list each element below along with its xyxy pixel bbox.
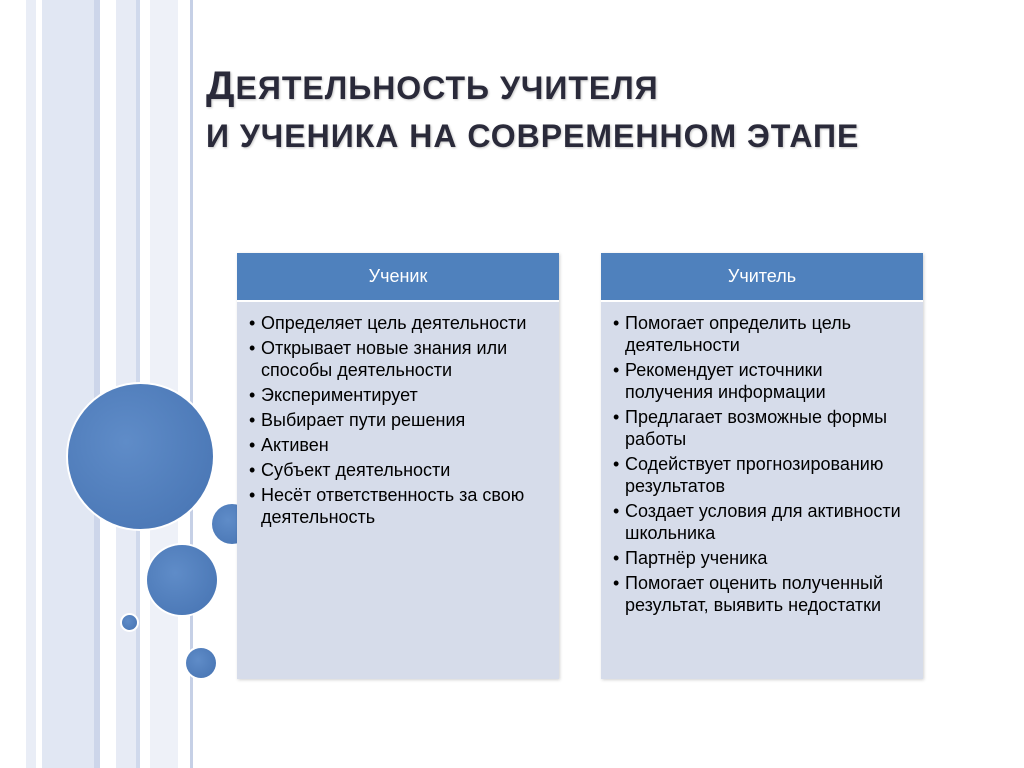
list-item: • Открывает новые знания или способы деятельности [247,337,549,381]
decor-stripe [42,0,94,768]
slide-title [206,62,859,160]
list-item: • Создает условия для активности школьника [611,500,913,544]
decor-stripe [26,0,36,768]
panel-student [237,253,559,679]
list-item: • Помогает определить цель деятельности [611,312,913,356]
bullet-list [247,312,549,528]
list-item: • Несёт ответственность за свою деятельность [247,484,549,528]
list-item: • Определяет цель деятельности [247,312,549,334]
list-item: • Содействует прогнозированию результатов [611,453,913,497]
decor-circle-small [186,648,216,678]
panel-teacher [601,253,923,679]
title-line-1-rest: ЕЯТЕЛЬНОСТЬ УЧИТЕЛЯ [235,70,659,106]
list-item: • Помогает оценить полученный результат, выявить недостатки [611,572,913,616]
decor-circle-tiny [122,615,137,630]
list-item: • Партнёр ученика [611,547,913,569]
decor-stripe [100,0,116,768]
list-item: • Выбирает пути решения [247,409,549,431]
decor-circle-large [68,384,213,529]
panel-body [237,300,559,679]
list-item: • Экспериментирует [247,384,549,406]
title-initial: Д [206,64,236,108]
bullet-list [611,312,913,616]
panel-body [601,300,923,679]
title-line-1 [206,62,859,112]
decor-stripe [150,0,178,768]
panel-header: Учитель [601,253,923,300]
title-line-2: И УЧЕНИКА НА СОВРЕМЕННОМ ЭТАПЕ [206,118,860,154]
panel-header: Ученик [237,253,559,300]
decor-stripe [0,0,26,768]
list-item: • Рекомендует источники получения информации [611,359,913,403]
list-item: • Активен [247,434,549,456]
decor-circle-medium [147,545,217,615]
list-item: • Предлагает возможные формы работы [611,406,913,450]
list-item: • Субъект деятельности [247,459,549,481]
